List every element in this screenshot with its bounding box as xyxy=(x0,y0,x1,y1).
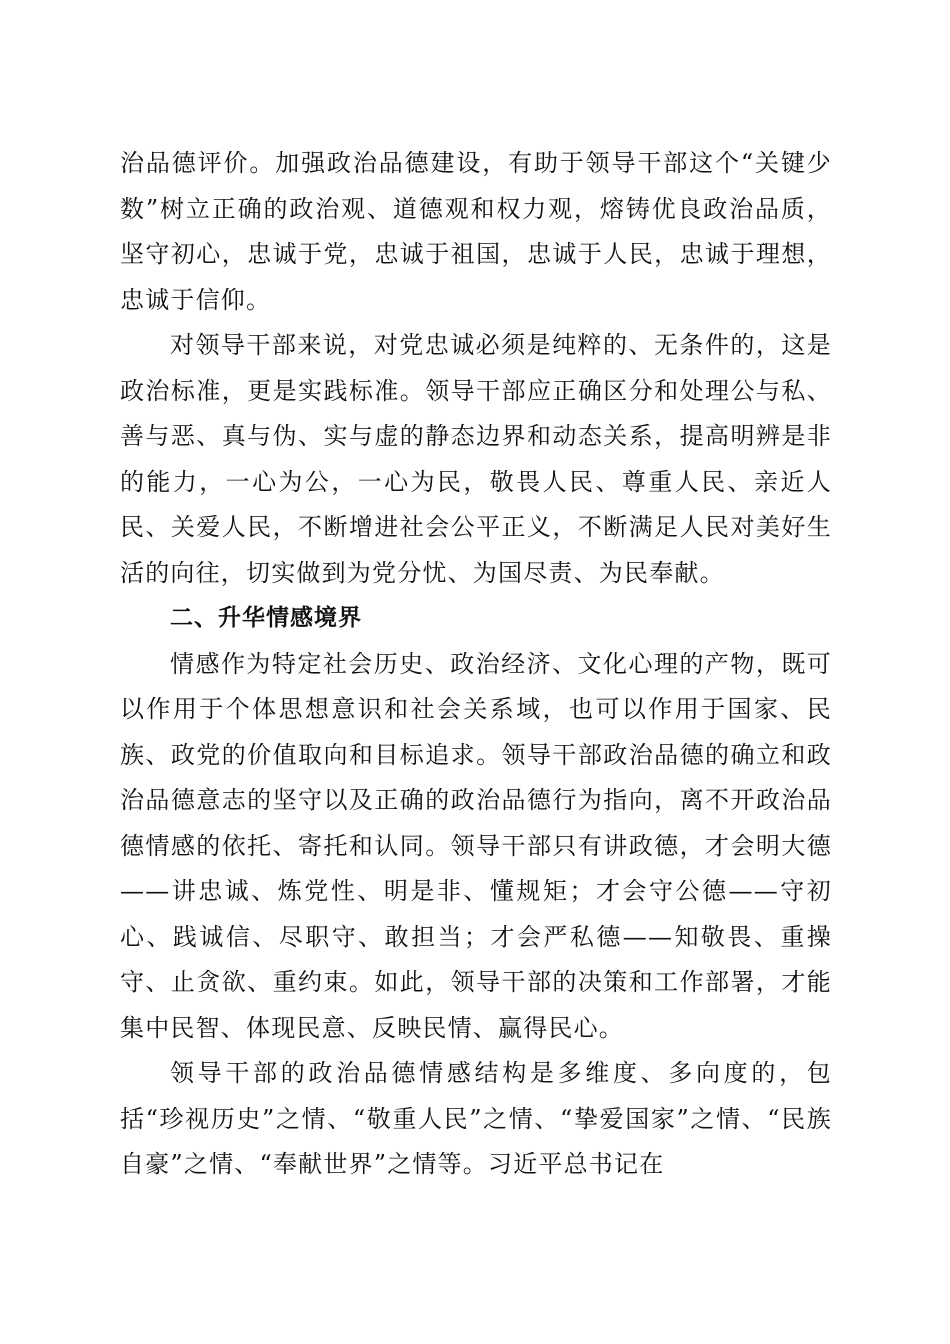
paragraph: 领导干部的政治品德情感结构是多维度、多向度的，包括“珍视历史”之情、“敬重人民”之情、“挚爱国家”之情、“民族自豪”之情、“奉献世界”之情等。习近平总书记在 xyxy=(120,1059,832,1178)
document-body xyxy=(120,141,832,1188)
paragraph-continued: 治品德评价。加强政治品德建设，有助于领导干部这个“关键少数”树立正确的政治观、道德观和权力观，熔铸优良政治品质，坚守初心，忠诚于党，忠诚于祖国，忠诚于人民，忠诚于理想，忠诚于信仰。 xyxy=(120,149,832,314)
section-heading: 二、升华情感境界 xyxy=(170,605,362,631)
paragraph: 对领导干部来说，对党忠诚必须是纯粹的、无条件的，这是政治标准，更是实践标准。领导干部应正确区分和处理公与私、善与恶、真与伪、实与虚的静态边界和动态关系，提高明辨是非的能力，一心为公，一心为民，敬畏人民、尊重人民、亲近人民、关爱人民，不断增进社会公平正义，不断满足人民对美好生活的向往，切实做到为党分忧、为国尽责、为民奉献。 xyxy=(120,331,832,587)
paragraph: 情感作为特定社会历史、政治经济、文化心理的产物，既可以作用于个体思想意识和社会关系域，也可以作用于国家、民族、政党的价值取向和目标追求。领导干部政治品德的确立和政治品德意志的坚守以及正确的政治品德行为指向，离不开政治品德情感的依托、寄托和认同。领导干部只有讲政德，才会明大德——讲忠诚、炼党性、明是非、懂规矩；才会守公德——守初心、践诚信、尽职守、敢担当；才会严私德——知敬畏、重操守、止贪欲、重约束。如此，领导干部的决策和工作部署，才能集中民智、体现民意、反映民情、赢得民心。 xyxy=(120,649,832,1042)
